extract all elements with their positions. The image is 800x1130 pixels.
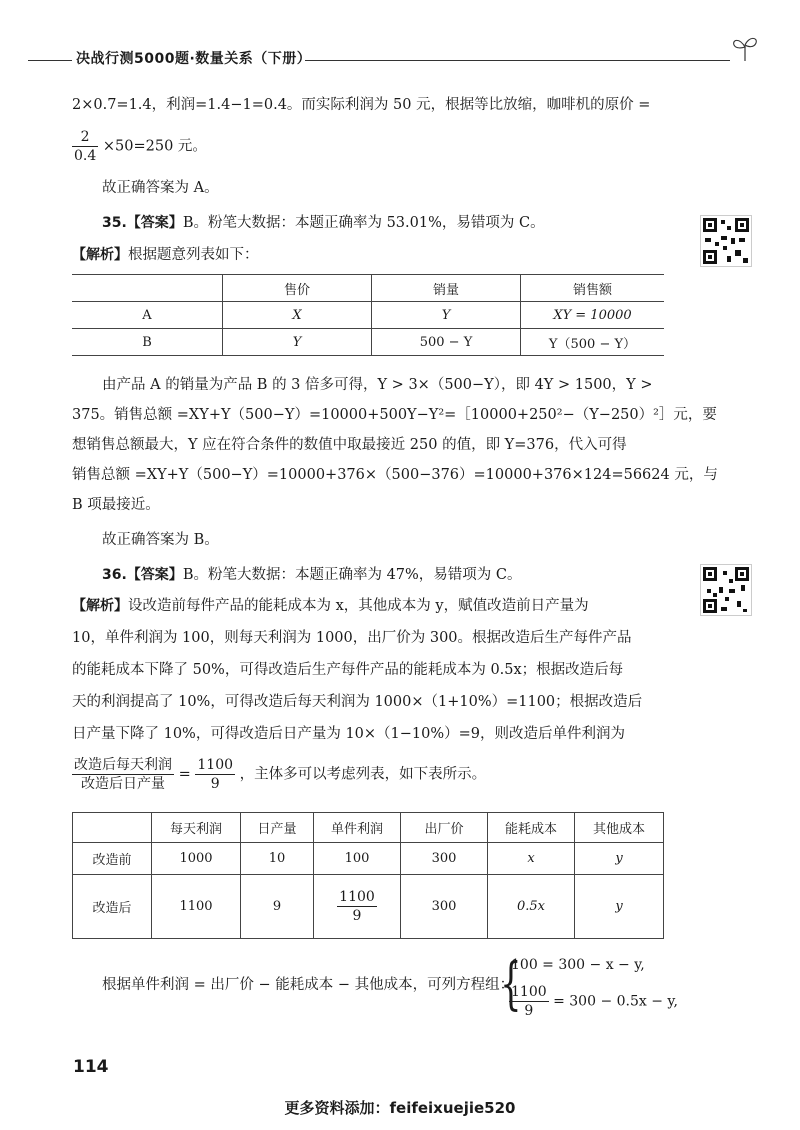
text-line: 销售总额 =XY+Y（500−Y）=10000+376×（500−376）=10000+376×124=56624 元，与 xyxy=(72,467,718,483)
sprout-icon xyxy=(730,34,760,62)
table-header-row: 每天利润 日产量 单件利润 出厂价 能耗成本 其他成本 xyxy=(73,813,664,843)
cost-comparison-table xyxy=(72,812,664,939)
sales-table xyxy=(72,274,664,356)
footer-note: 更多资料添加：feifeixuejie520 xyxy=(284,1099,516,1117)
text-line: 日产量下降了 10%，可得改造后日产量为 10×（1−10%）=9，则改造后单件利润为 xyxy=(72,726,626,742)
table-header-row: 售价 销量 销售额 xyxy=(72,275,664,302)
text-line: 根据单件利润 = 出厂价 − 能耗成本 − 其他成本，可列方程组： xyxy=(102,977,515,993)
question-35-explanation: 【解析】根据题意列表如下： xyxy=(72,247,259,263)
header-rule-left xyxy=(28,60,72,61)
text-line: B 项最接近。 xyxy=(72,497,160,513)
table-row: 改造前 1000 10 100 300 x y xyxy=(73,843,664,875)
question-36-explanation: 【解析】设改造前每件产品的能耗成本为 x，其他成本为 y，赋值改造前日产量为 xyxy=(72,598,589,614)
fraction-cell xyxy=(314,875,401,939)
answer-line: 故正确答案为 A。 xyxy=(102,180,219,196)
fraction: $\frac{1100}{9}$ xyxy=(339,889,375,924)
fraction-line: $\frac{2}{0.4}$ ×50=250 元。 xyxy=(74,129,207,164)
page-number: 114 xyxy=(73,1057,109,1077)
fraction: $\frac{1100}{9}$ xyxy=(197,757,234,792)
header-rule-right xyxy=(305,60,730,61)
qr-code-icon xyxy=(700,564,752,616)
text-line: 375。销售总额 =XY+Y（500−Y）=10000+500Y−Y²=［10000+250²−（Y−250）²］元，要 xyxy=(72,407,717,423)
text-line: 的能耗成本下降了 50%，可得改造后生产每件产品的能耗成本为 0.5x；根据改造后每 xyxy=(72,662,624,678)
table-row: A X Y XY = 10000 xyxy=(72,302,664,329)
text-line: 想销售总额最大，Y 应在符合条件的数值中取最接近 250 的值，即 Y=376，代入可得 xyxy=(72,437,627,453)
table-row: B Y 500 − Y Y（500 − Y） xyxy=(72,329,664,356)
table-row: 改造后 1100 9 $\frac{1100}{9}$ 300 0.5x y xyxy=(73,875,664,939)
text-line: 由产品 A 的销量为产品 B 的 3 倍多可得，Y > 3×（500−Y），即 4Y > 1500，Y > xyxy=(102,377,653,393)
fraction-line: $\frac{\text{改造后每天利润}}{\text{改造后日产量}}$ = $\frac{1100}{9}$ ，主体多可以考虑列表，如下表所示。 xyxy=(74,757,487,792)
question-36-answer: 36.【答案】B。粉笔大数据：本题正确率为 47%，易错项为 C。 xyxy=(102,567,522,583)
fraction: $\frac{\text{改造后每天利润}}{\text{改造后日产量}}$ xyxy=(74,757,172,792)
running-header: 决战行测5000题·数量关系（下册） xyxy=(76,51,312,67)
text-line: 2×0.7=1.4，利润=1.4−1=0.4。而实际利润为 50 元，根据等比放缩，咖啡机的原价 = xyxy=(72,97,651,113)
brace: { xyxy=(500,952,522,1017)
text-line: 10，单件利润为 100，则每天利润为 1000，出厂价为 300。根据改造后生产每件产品 xyxy=(72,630,632,646)
fraction: $\frac{1100}{9}$ xyxy=(511,984,547,1019)
answer-line: 故正确答案为 B。 xyxy=(102,532,219,548)
equation-1: 100 = 300 − x − y, xyxy=(511,957,645,973)
text-line: 天的利润提高了 10%，可得改造后每天利润为 1000×（1+10%）=1100；根据改造后 xyxy=(72,694,643,710)
equation-2: $\frac{1100}{9}$ = 300 − 0.5x − y, xyxy=(511,984,678,1019)
qr-code-icon xyxy=(700,215,752,267)
question-35-answer: 35.【答案】B。粉笔大数据：本题正确率为 53.01%，易错项为 C。 xyxy=(102,215,545,231)
fraction: $\frac{2}{0.4}$ xyxy=(74,129,97,164)
